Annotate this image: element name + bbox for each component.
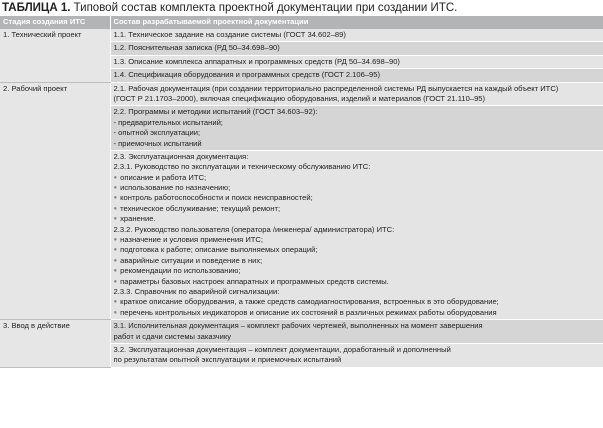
bullet-item: ● параметры базовых настроек аппаратных и программных средств системы. [114, 277, 601, 287]
doc-line: 2.2. Программы и методики испытаний (ГОСТ 34.603–92): [113, 107, 318, 117]
doc-line: 1.4. Спецификация оборудования и программных средств (ГОСТ 2.106–95) [113, 70, 381, 80]
doc-cell [110, 42, 603, 55]
bullet-item: ● контроль работоспособности и поиск неисправностей; [114, 193, 601, 203]
bullet-item: ● использование по назначению; [114, 183, 601, 193]
caption-label: ТАБЛИЦА 1. [2, 2, 71, 14]
doc-line: 2.3.2. Руководство пользователя (оператора /инженера/ администратора) ИТС: [113, 224, 395, 234]
doc-line: по результатам опытной эксплуатации и приемочных испытаний [113, 355, 342, 365]
bullet-item: ● подготовка к работе; описание выполняемых операций; [114, 245, 601, 255]
stage-cell: 1. Технический проект [0, 29, 110, 82]
doc-line: - приемочных испытаний [113, 138, 202, 148]
doc-cell [110, 343, 603, 367]
bullet-item: ● описание и работа ИТС; [114, 173, 601, 183]
doc-cell [110, 320, 603, 344]
doc-line: 2.3.1. Руководство по эксплуатации и техническому обслуживанию ИТС: [113, 162, 371, 172]
table-header-row [0, 16, 603, 29]
doc-line: 3.1. Исполнительная документация – комплект рабочих чертежей, выполненных на момент завершения [113, 321, 483, 331]
doc-line: 2.3. Эксплуатационная документация: [113, 151, 249, 161]
doc-line: (ГОСТ Р 21.1703–2000), включая спецификацию оборудования, изделий и материалов (ГОСТ 21.110–95) [113, 93, 486, 103]
bullet-item: ● хранение. [114, 214, 601, 224]
doc-cell [110, 69, 603, 82]
stage-cell: 2. Рабочий проект [0, 82, 110, 320]
table-row [0, 29, 603, 42]
doc-line: 2.1. Рабочая документация (при создании территориально распределенной системы РД выпускается на каждый объект ИТС) [113, 83, 559, 93]
doc-cell [110, 106, 603, 151]
stage-cell: 3. Ввод в действие [0, 320, 110, 368]
bullet-item: ● техническое обслуживание; текущий ремонт; [114, 204, 601, 214]
doc-line: 2.3.3. Справочник по аварийной сигнализации: [113, 286, 280, 296]
bullet-item: ● перечень контрольных индикаторов и описание их состояний в различных режимах работы оборудования [114, 308, 601, 318]
table-caption [2, 1, 457, 15]
caption-text: Типовой состав комплекта проектной документации при создании ИТС. [73, 2, 458, 14]
table-row [0, 82, 603, 106]
doc-cell [110, 150, 603, 319]
doc-line: 1.2. Пояснительная записка (РД 50–34.698–90) [113, 43, 280, 53]
doc-cell [110, 29, 603, 42]
doc-line: работ и сдачи системы заказчику [113, 331, 232, 341]
table-row [0, 320, 603, 344]
bullet-item: ● аварийные ситуации и поведение в них; [114, 256, 601, 266]
doc-line: - предварительных испытаний; [113, 117, 223, 127]
its-documentation-table [0, 16, 603, 368]
doc-line: - опытной эксплуатации; [113, 128, 201, 138]
doc-line: 3.2. Эксплуатационная документация – комплект документации, доработанный и дополненный [113, 344, 451, 354]
bullet-item: ● назначение и условия применения ИТС; [114, 235, 601, 245]
header-docs: Состав разрабатываемой проектной документации [110, 16, 603, 29]
doc-line: 1.1. Техническое задание на создание системы (ГОСТ 34.602–89) [113, 30, 346, 39]
doc-cell [110, 55, 603, 68]
table-body [0, 29, 603, 367]
doc-line: 1.3. Описание комплекса аппаратных и программных средств (РД 50–34.698–90) [113, 56, 400, 66]
doc-cell [110, 82, 603, 106]
bullet-item: ● краткое описание оборудования, а также средств самодиагностирования, встроенных в это оборудование; [114, 297, 601, 307]
bullet-item: ● рекомендации по использованию; [114, 266, 601, 276]
header-stage: Стадия создания ИТС [0, 16, 110, 29]
